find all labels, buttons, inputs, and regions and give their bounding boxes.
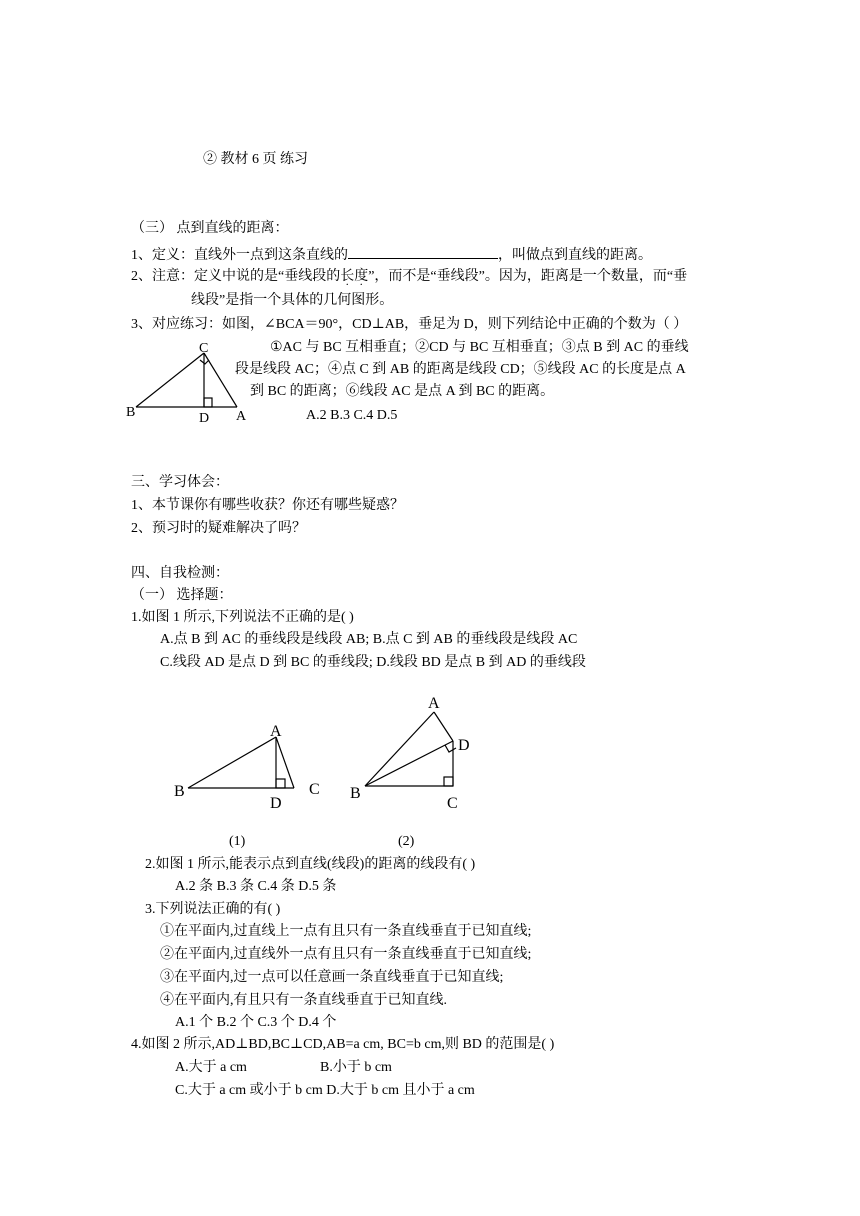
experience-q1: 1、本节课你有哪些收获？你还有哪些疑惑？ <box>131 498 404 513</box>
fig1-label-b: B <box>174 783 185 800</box>
practice-triangle-figure <box>124 340 254 426</box>
side-ba <box>188 737 276 788</box>
question-3-statement-1: ①在平面内,过直线上一点有且只有一条直线垂直于已知直线; <box>160 924 532 939</box>
question-4-option-a: A.大于 a cm <box>175 1060 247 1075</box>
figure-2 <box>345 690 485 820</box>
right-angle-mark-d <box>276 779 285 788</box>
fig2-label-d: D <box>458 737 470 754</box>
definition-blank[interactable] <box>348 244 498 259</box>
emphasis-char-1: 长 <box>340 269 355 284</box>
figure-1-caption: (1) <box>229 834 246 849</box>
question-3-options: A.1 个 B.2 个 C.3 个 D.4 个 <box>175 1015 337 1030</box>
right-angle-mark-d <box>204 398 212 407</box>
definition-line <box>131 244 652 265</box>
practice-options: A.2 B.3 C.4 D.5 <box>306 408 398 423</box>
question-4: 4.如图 2 所示,AD⊥BD,BC⊥CD,AB=a cm, BC=b cm,则 BD 的范围是( ) <box>131 1037 555 1052</box>
right-angle-mark-d <box>445 745 456 752</box>
practice-statement-2: 段是线段 AC；④点 C 到 AB 的距离是线段 CD；⑤线段 AC 的长度是点 A <box>235 362 686 377</box>
question-3: 3.下列说法正确的有( ) <box>145 902 281 917</box>
fig1-label-a: A <box>270 723 282 740</box>
selftest-title: 四、自我检测： <box>131 566 229 581</box>
section-title-distance: （三） 点到直线的距离： <box>131 221 289 236</box>
practice-statement-1: ①AC 与 BC 互相垂直；②CD 与 BC 互相垂直；③点 B 到 AC 的垂线 <box>270 340 689 355</box>
label-a: A <box>236 409 247 424</box>
question-2-options: A.2 条 B.3 条 C.4 条 D.5 条 <box>175 879 337 894</box>
experience-q2: 2、预习时的疑难解决了吗？ <box>131 521 306 536</box>
selftest-subtitle: （一） 选择题： <box>131 588 233 603</box>
right-angle-mark-c <box>444 777 453 786</box>
figure-2-caption: (2) <box>398 834 415 849</box>
experience-title: 三、学习体会： <box>131 475 229 490</box>
label-c: C <box>199 341 209 356</box>
label-b: B <box>126 405 136 420</box>
question-1-options-cd: C.线段 AD 是点 D 到 BC 的垂线段; D.线段 BD 是点 B 到 AD 的垂线段 <box>160 655 586 670</box>
question-3-statement-4: ④在平面内,有且只有一条直线垂直于已知直线. <box>160 993 447 1008</box>
emphasis-char-2: 度 <box>354 269 369 284</box>
definition-text-a: 1、定义：直线外一点到这条直线的 <box>131 248 348 263</box>
fig2-label-c: C <box>447 795 458 812</box>
question-3-statement-3: ③在平面内,过一点可以任意画一条直线垂直于已知直线; <box>160 970 504 985</box>
textbook-exercise-ref: ② 教材 6 页 练习 <box>203 152 308 167</box>
question-4-option-b: B.小于 b cm <box>320 1060 392 1075</box>
fig1-label-c: C <box>309 781 320 798</box>
side-bc <box>136 353 204 407</box>
note-line-2: 线段”是指一个具体的几何图形。 <box>191 293 394 308</box>
question-4-options-cd: C.大于 a cm 或小于 b cm D.大于 b cm 且小于 a cm <box>175 1083 475 1098</box>
fig2-label-a: A <box>428 695 440 712</box>
practice-question: 3、对应练习：如图，∠BCA＝90°，CD⊥AB，垂足为 D，则下列结论中正确的个数为（ ） <box>131 317 688 332</box>
question-1-options-ab: A.点 B 到 AC 的垂线段是线段 AB; B.点 C 到 AB 的垂线段是线段 AC <box>160 632 578 647</box>
figure-1 <box>170 720 330 820</box>
side-ba <box>365 712 434 786</box>
side-ad <box>434 712 453 741</box>
question-1: 1.如图 1 所示,下列说法不正确的是( ) <box>131 610 354 625</box>
fig2-label-b: B <box>350 785 361 802</box>
side-ca <box>204 353 237 407</box>
question-3-statement-2: ②在平面内,过直线外一点有且只有一条直线垂直于已知直线; <box>160 947 532 962</box>
practice-statement-3: 到 BC 的距离；⑥线段 AC 是点 A 到 BC 的距离。 <box>250 384 555 399</box>
definition-text-b: ，叫做点到直线的距离。 <box>498 248 652 263</box>
note-line-1 <box>131 268 687 286</box>
segment-bd <box>365 741 453 786</box>
fig1-label-d: D <box>270 795 282 812</box>
note-text-a: 2、注意：定义中说的是“垂线段的 <box>131 269 341 284</box>
note-text-b: ”，而不是“垂线段”。因为，距离是一个数量，而“垂 <box>368 269 688 284</box>
question-2: 2.如图 1 所示,能表示点到直线(线段)的距离的线段有( ) <box>145 857 476 872</box>
label-d: D <box>199 411 210 426</box>
